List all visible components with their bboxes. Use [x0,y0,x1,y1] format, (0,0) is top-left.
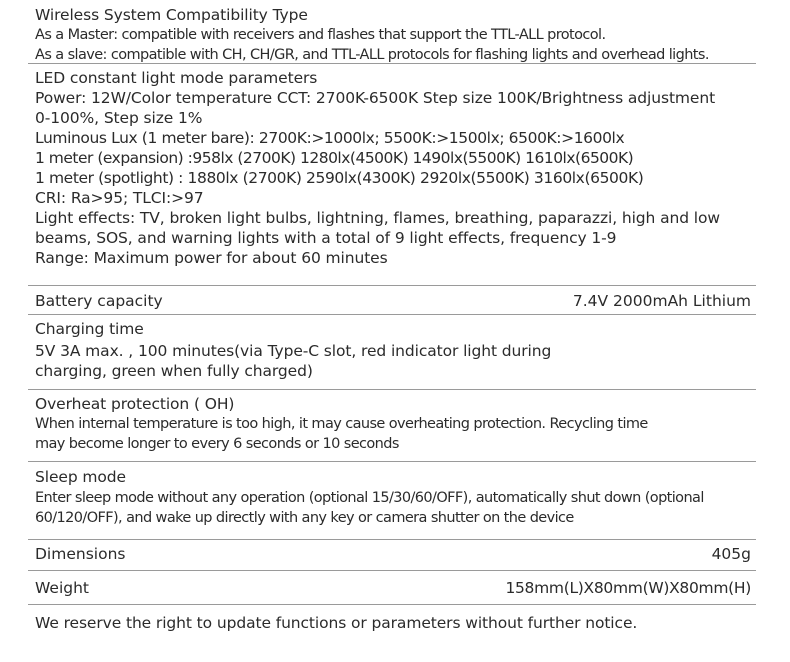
led-brightness-line: 0-100%, Step size 1% [35,109,203,127]
divider [28,570,756,571]
divider [28,539,756,540]
divider [28,285,756,286]
divider [28,63,756,64]
dimensions-label: Dimensions [35,545,126,563]
charging-line-1: 5V 3A max. , 100 minutes(via Type-C slot, red indicator light during [35,342,552,360]
charging-line-2: charging, green when fully charged) [35,362,313,380]
weight-label: Weight [35,579,90,597]
divider [28,389,756,390]
overheat-title: Overheat protection ( OH) [35,395,235,413]
led-effects-line-2: beams, SOS, and warning lights with a total of 9 light effects, frequency 1-9 [35,229,617,247]
overheat-section [35,394,755,454]
overheat-line-2: may become longer to every 6 seconds or 10 seconds [35,436,399,452]
led-lux-line: Luminous Lux (1 meter bare): 2700K:>1000lx; 5500K:>1500lx; 6500K:>1600lx [35,129,625,147]
disclaimer-text: We reserve the right to update functions or parameters without further notice. [35,614,638,632]
led-cri-line: CRI: Ra>95; TLCI:>97 [35,189,204,207]
battery-row [35,291,751,311]
charging-section [35,319,755,381]
sleep-title: Sleep mode [35,468,126,486]
dimensions-row [35,544,751,564]
dimensions-value: 405g [711,545,751,563]
battery-value: 7.4V 2000mAh Lithium [572,292,751,310]
sleep-section [35,467,755,528]
divider [28,314,756,315]
charging-title: Charging time [35,320,144,338]
wireless-master-line: As a Master: compatible with receivers and flashes that support the TTL-ALL protocol. [35,27,606,43]
led-effects-line-1: Light effects: TV, broken light bulbs, lightning, flames, breathing, paparazzi, high and low [35,209,720,227]
divider [28,461,756,462]
weight-value: 158mm(L)X80mm(W)X80mm(H) [505,579,751,597]
led-section [35,68,755,268]
led-range-line: Range: Maximum power for about 60 minutes [35,249,388,267]
overheat-line-1: When internal temperature is too high, it may cause overheating protection. Recycling time [35,416,648,432]
sleep-line-2: 60/120/OFF), and wake up directly with any key or camera shutter on the device [35,510,574,526]
weight-row [35,578,751,598]
led-expansion-line: 1 meter (expansion) :958lx (2700K) 1280lx(4500K) 1490lx(5500K) 1610lx(6500K) [35,149,634,167]
wireless-title: Wireless System Compatibility Type [35,6,308,24]
led-spotlight-line: 1 meter (spotlight) : 1880lx (2700K) 2590lx(4300K) 2920lx(5500K) 3160lx(6500K) [35,169,644,187]
wireless-section [35,5,755,65]
sleep-line-1: Enter sleep mode without any operation (optional 15/30/60/OFF), automatically shut down (optional [35,490,704,506]
battery-label: Battery capacity [35,292,163,310]
led-title: LED constant light mode parameters [35,69,318,87]
wireless-slave-line: As a slave: compatible with CH, CH/GR, and TTL-ALL protocols for flashing lights and overhead lights. [35,47,709,63]
divider [28,604,756,605]
led-power-line: Power: 12W/Color temperature CCT: 2700K-6500K Step size 100K/Brightness adjustment [35,89,716,107]
